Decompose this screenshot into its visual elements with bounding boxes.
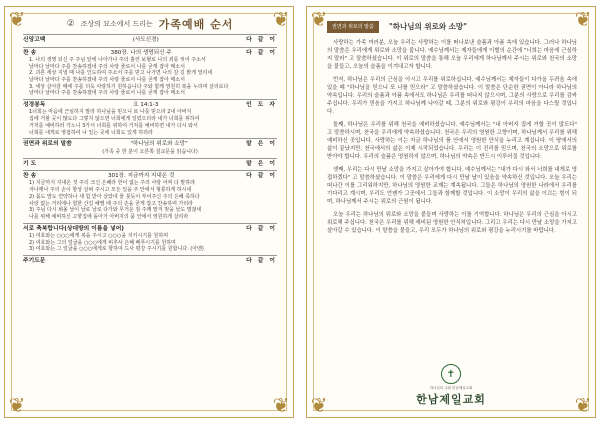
ornament-icon: ❦ [8,7,26,31]
service-title [23,18,277,31]
sermon-paragraph: 오늘 우리는 하나님의 위로와 소망을 붙들며 사랑하는 이를 기억합니다. 하나님은 우리의 근심을 아시고 위로해 주십니다. 천국은 우리를 위해 예비된 영원한 안식처입니다. 그리고 우리는 다시 만날 소망을 가지고 살아갈 수 있습니다. 이 말씀을 붙들고, 우리 모두가 하나님의 위로와 평강을 누리시기를 바랍니다. [327,212,577,234]
sermon-text [327,21,577,240]
closing-hymn-row: 찬 송 301장. 지금까지 지내온 것 다 같 이 [23,173,277,180]
sermon-paragraph: 사랑하는 가족 여러분, 오늘 우리는 사랑하는 이를 떠나보낸 슬픔과 아픔 속에 있습니다. 그러나 하나님의 말씀은 우리에게 위로와 소망을 줍니다. 예수님께서는 제자들에게 이별의 순간에 "너희는 마음에 근심하지 말라" 고 말씀하셨습니다. 이 위로의 말씀을 통해 오늘 우리에게 하나님께서 주시는 위로와 천국의 소망을 붙들고, 오늘의 슬픔을 이겨내고자 합니다. [327,40,577,70]
sermon-paragraph: 둘째, 하나님은 우리를 위해 천국을 예비하셨습니다. 예수님께서는 "내 아버지 집에 거할 곳이 많도다" 고 말씀하시며, 천국을 우리에게 약속하셨습니다. 천국은 우리의 영원한 고향이며, 하나님께서 우리를 위해 예비하신 곳입니다. 사랑하는 이는 지금 하나님의 품 안에서 영원한 안식을 누리고 계십니다. 이 땅에서의 삶이 끝났지만, 천국에서의 삶은 이제 시작되었습니다. 우리는 이 진리를 믿으며, 천국의 소망으로 위로를 받아야 합니다. 우리의 슬픔은 영원하지 않으며, 하나님의 약속은 반드시 이루어질 것입니다. [327,122,577,160]
prayer-row: 기 도 맡 은 이 [23,160,277,167]
sermon-paragraph: 셋째, 우리는 다시 만날 소망을 가지고 살아가야 합니다. 예수님께서는 "내가 다시 와서 너희를 내게로 영접하겠다" 고 말씀하셨습니다. 이 말씀은 우리에게 다시 만날 날이 있음을 약속하신 것입니다. 오늘 우리는 떠나간 이를 그리워하지만, 하나님의 영원한 교제는 계속됩니다. 그들은 하나님의 영원한 나라에서 우리를 기다리고 계시며, 우리도 언젠가 그곳에서 그들과 함께할 것입니다. 이 소망이 우리의 삶을 이끄는 힘이 되며, 하나님께서 주시는 위로의 근원이 됩니다. [327,167,577,205]
service-order [23,18,277,265]
ornament-icon: ❦ [272,393,290,417]
closing-hymn-lyrics: 1) 지금까지 지내온 것 주의 크신 은혜라 한이 없는 주의 사랑 어찌 다 말하랴 자나깨나 주의 손이 항상 살펴 주시고 모든 일을 주 안에서 형통하게 하시네 2) 몸도 맘도 연약하나 새 힘 받아 살았네 물 붓듯이 부어주신 주의 은혜 족하다 사랑 없는 거리에나 험한 산길 헤맬 때 주의 손을 굳게 잡고 찬송하며 가리라 3) 주님 다시 뵈올 날이 날로 날로 다가와 무거운 짐 주께 맡겨 벗을 날도 멀잖네 나를 위해 예비하신 고향집에 돌아가 아버지의 품 안에서 영원하게 살리라 [29,180,202,220]
title-subtitle: 조상의 묘소에서 드리는 [80,20,153,28]
sermon-row: 권면과 위로의 말씀 "하나님의 위로와 소망" 맡 은 이 [23,141,277,148]
creed-row: 신앙고백 (사도신경) 다 같 이 [23,37,277,44]
logo-tagline: 하나님의 교회 한남제일교회 [429,386,473,390]
ornament-icon: ❦ [310,7,328,31]
ornament-icon: ❦ [272,7,290,31]
church-name: 한남제일교회 [416,393,486,406]
sermon-title: "하나님의 위로와 소망" [388,22,468,31]
ornament-icon: ❦ [574,393,592,417]
sermon-paragraph: 먼저, 하나님은 우리의 근심을 아시고 우리를 위로하십니다. 예수님께서는 제자들이 다가올 두려움 속에 있을 때 "하나님을 믿으니 또 나를 믿으라" 고 말씀하셨습니다. 이 말씀은 단순한 권면이 아니라 하나님의 약속입니다. 우리의 슬픔과 아픔 속에서도 하나님은 우리를 떠나지 않으시며, 그분의 사랑으로 우리를 감싸 주십니다. 우리가 믿음을 가지고 하나님께 나아갈 때, 그분의 위로와 평강이 우리의 마음을 다스릴 것입니다. [327,77,577,115]
blessing-text: 1) 여호와는 ○○○에게 복을 주시고 ○○○을 지키시기를 원하며 2) 여호와는 그의 얼굴을 ○○○에게 비추사 은혜 베푸시기를 원하며 3) 여호와는 그 얼굴을 ○○○에게로 향하여 드사 평강 주시기를 원합니다. (아멘) [29,232,204,253]
cross-icon: ✝ [441,364,461,384]
ornament-icon: ❦ [8,393,26,417]
sermon-note: (가족 중 한 분이 오른쪽 설교문을 읽습니다) [102,148,198,155]
ornament-icon: ❦ [310,393,328,417]
scripture-text: 1너희는 마음에 근심하지 말라 하나님을 믿으니 또 나를 믿으라 2내 아버지 집에 거할 곳이 많도다 그렇지 않으면 너희에게 일렀으리라 내가 너희를 위하여 거처를 예비하러 가노니 3가서 너희를 위하여 거처를 예비하면 내가 다시 와서 너희를 내게로 영접하여 나 있는 곳에 너희도 있게 하리라 [29,109,200,136]
page-title: 가족예배 순서 [158,18,234,31]
title-number: ② [66,19,75,29]
sermon-header [327,21,577,33]
sermon-panel [306,6,596,418]
hymn-lyrics: 1. 나의 생명 되신 주 주님 앞에 나아가나 주의 흘린 보혈로 나의 죄를 씻어 주소서 날마다 날마다 주를 찬송하겠네 주의 사랑 줄로서 나를 굳게 잡아 매소서 2. 괴론 세상 지낼 때 나를 인도하여 주소서 주를 믿고 나가면 나의 갈 길 밝게 열리네 날마다 날마다 주를 찬송하겠네 주의 사랑 줄로서 나를 굳게 잡아 매소서 3. 세상 살아갈 때에 주를 더욱 사랑하기 원하옵니다 주와 함께 영원히 복을 누리며 살리로다 날마다 날마다 주를 찬송하겠네 주의 사랑 줄로서 나를 굳게 잡아 매소서 [29,56,229,97]
church-logo [307,364,595,407]
blessing-row: 서로 축복합니다(상대방의 이름을 넣어) 다 같 이 [23,225,277,232]
ornament-icon: ❦ [574,7,592,31]
hymn-row: 찬 송 380장. 나의 생명되신 주 다 같 이 [23,49,277,56]
scripture-row: 성경봉독 요 14:1-3 인 도 자 [23,102,277,109]
lords-prayer-row: 주기도문 다 같 이 [23,258,277,265]
sermon-label: 권면과 위로의 말씀 [327,21,379,33]
order-of-service-panel [4,6,294,418]
